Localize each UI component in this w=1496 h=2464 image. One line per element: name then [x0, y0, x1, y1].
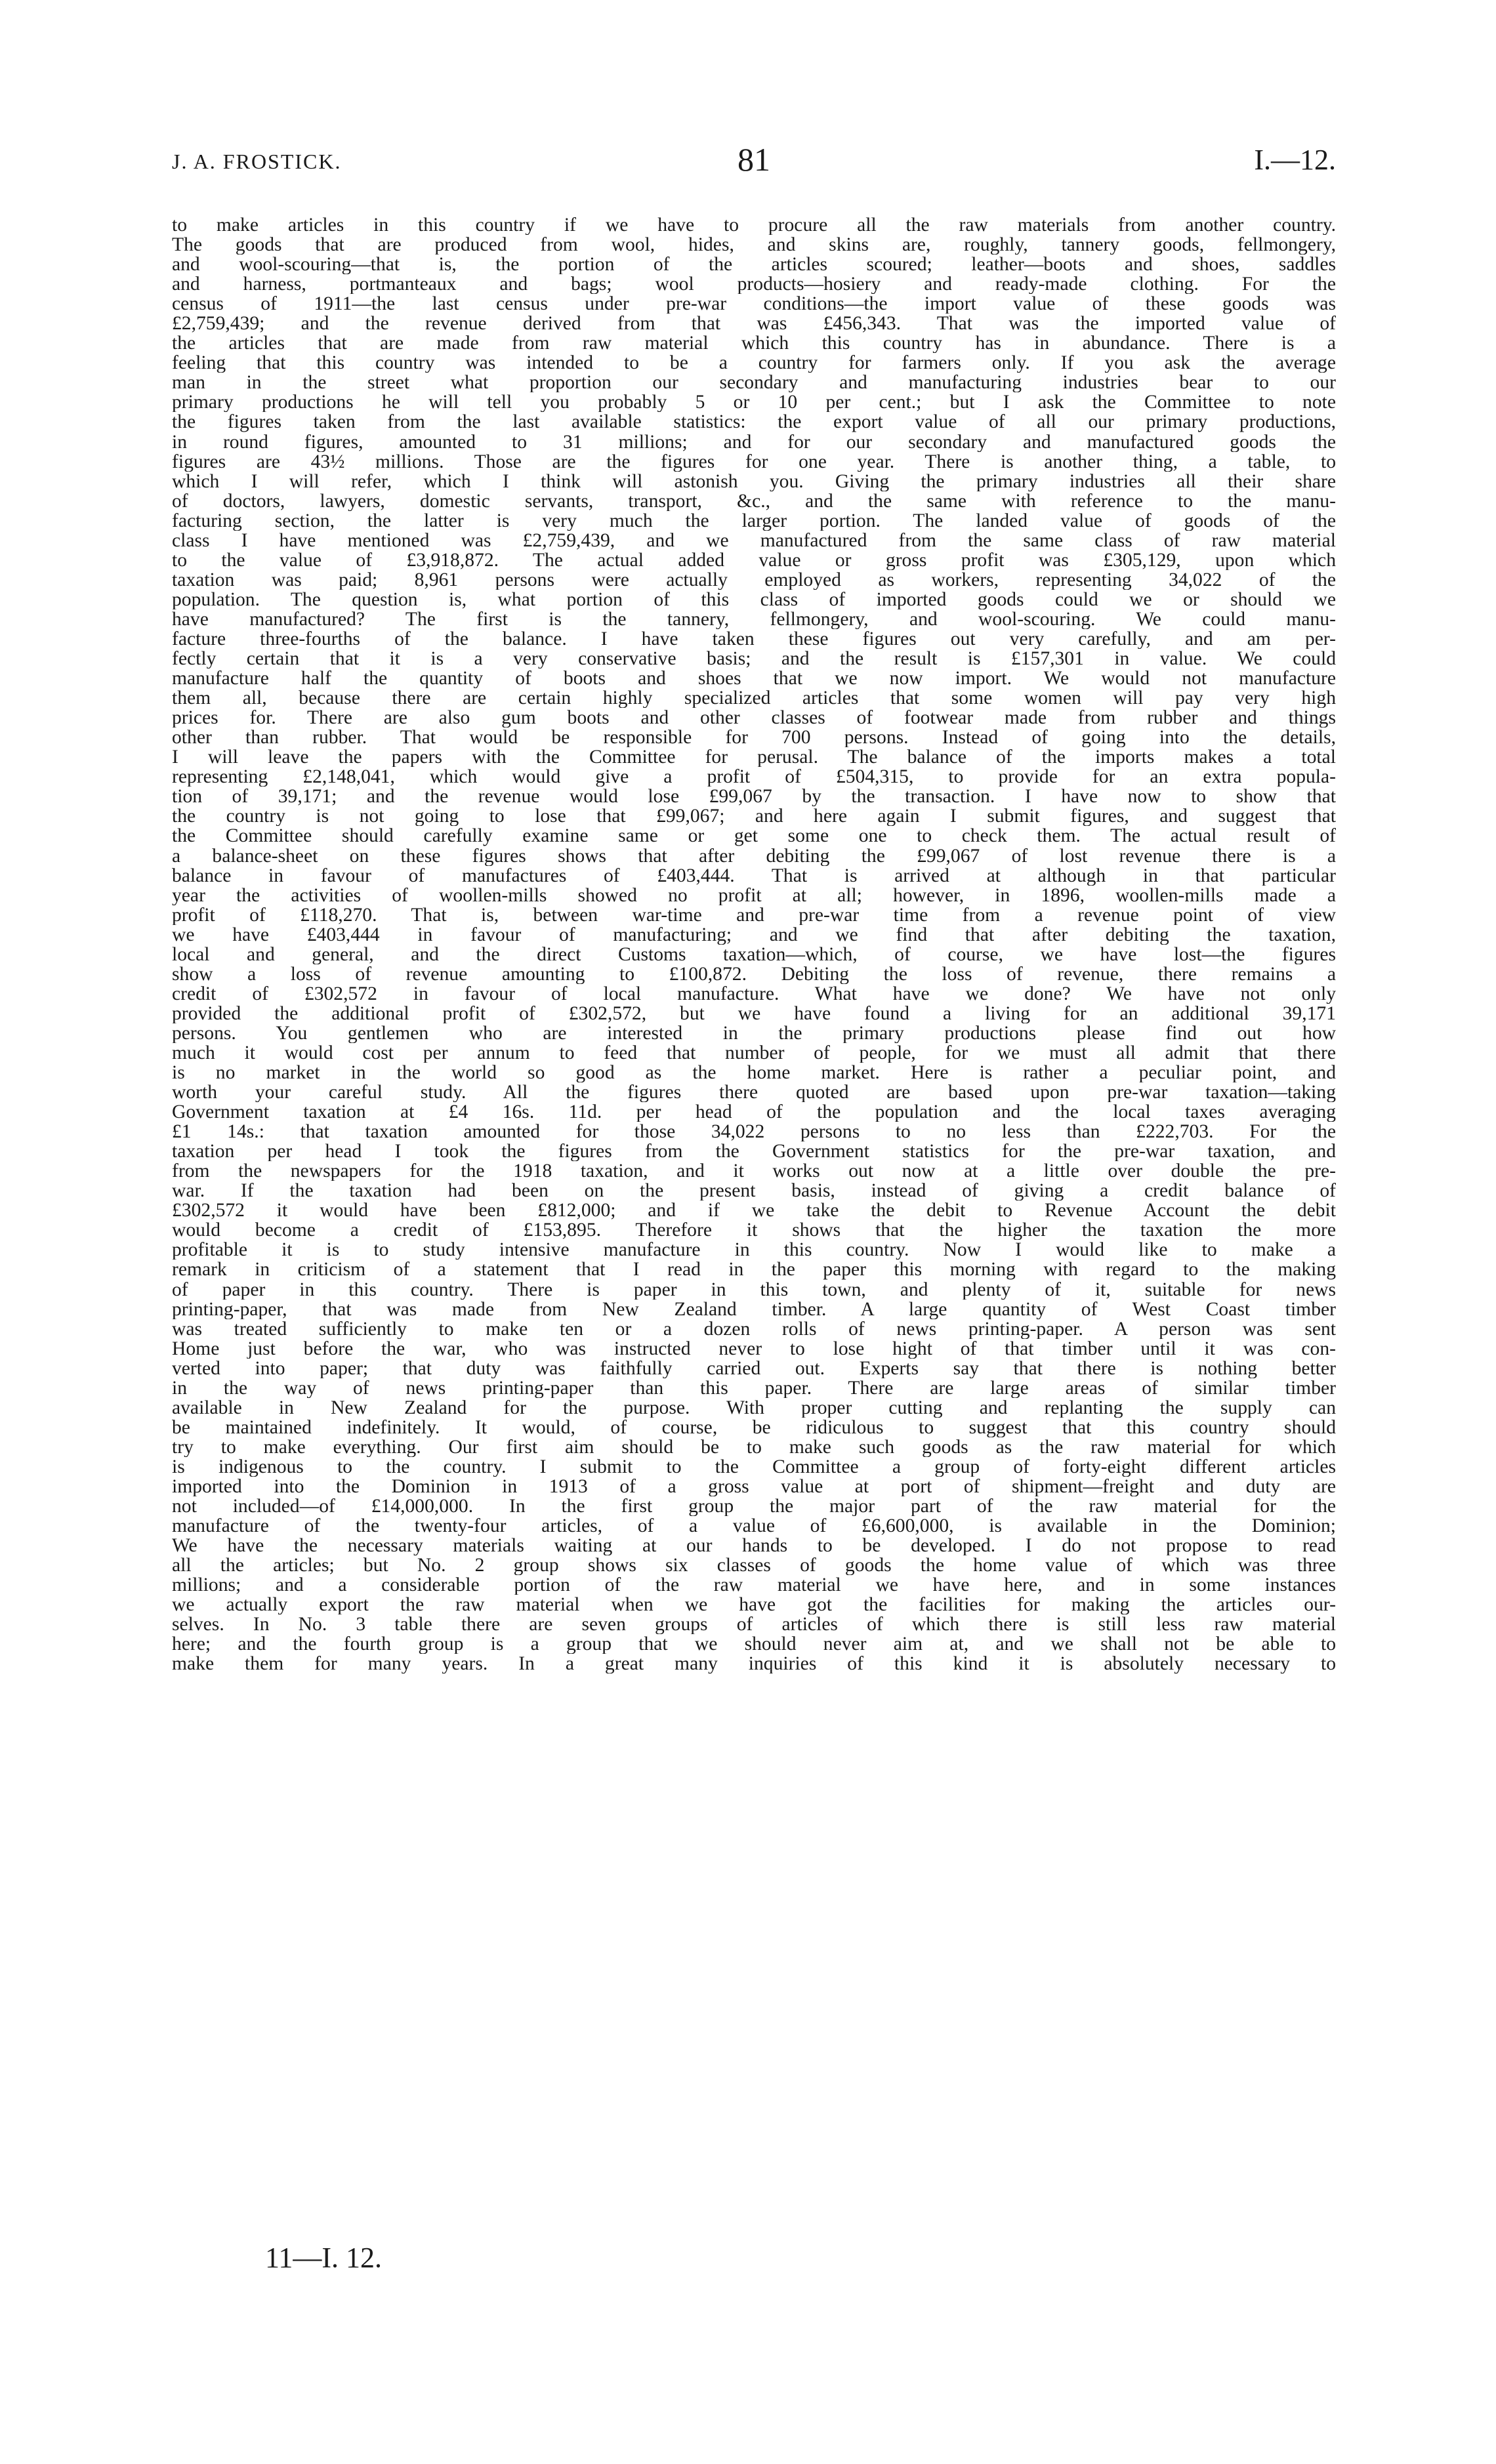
text-line: try to make everything. Our first aim should be to make such goods as the raw material for which: [172, 1437, 1336, 1457]
text-line: available in New Zealand for the purpose. With proper cutting and replanting the supply can: [172, 1397, 1336, 1418]
text-line: worth your careful study. All the figures there quoted are based upon pre-war taxation—taking: [172, 1082, 1336, 1103]
text-line: much it would cost per annum to feed that number of people, for we must all admit that there: [172, 1042, 1336, 1063]
text-line: we have £403,444 in favour of manufacturing; and we find that after debiting the taxation,: [172, 924, 1336, 945]
text-line: I will leave the papers with the Committee for perusal. The balance of the imports makes a total: [172, 747, 1336, 768]
text-line: selves. In No. 3 table there are seven groups of articles of which there is still less raw material: [172, 1614, 1336, 1635]
text-line: profitable it is to study intensive manufacture in this country. Now I would like to make a: [172, 1240, 1336, 1260]
text-line: and wool-scouring—that is, the portion of the articles scoured; leather—boots and shoes, saddles: [172, 255, 1336, 275]
text-line: from the newspapers for the 1918 taxation, and it works out now at a little over double the pre-: [172, 1161, 1336, 1181]
text-line: fectly certain that it is a very conservative basis; and the result is £157,301 in value. We could: [172, 649, 1336, 669]
text-line: we actually export the raw material when we have got the facilities for making the articles our-: [172, 1595, 1336, 1615]
text-line: facture three-fourths of the balance. I have taken these figures out very carefully, and am per-: [172, 628, 1336, 649]
text-line: imported into the Dominion in 1913 of a gross value at port of shipment—freight and duty are: [172, 1477, 1336, 1497]
text-line: to the value of £3,918,872. The actual added value or gross profit was £305,129, upon which: [172, 550, 1336, 570]
text-line: the figures taken from the last available statistics: the export value of all our primary productions,: [172, 412, 1336, 432]
text-line: would become a credit of £153,895. Therefore it shows that the higher the taxation the more: [172, 1220, 1336, 1241]
text-line: tion of 39,171; and the revenue would lose £99,067 by the transaction. I have now to show that: [172, 787, 1336, 807]
text-line: the country is not going to lose that £99,067; and here again I submit figures, and suggest that: [172, 806, 1336, 827]
text-line: the Committee should carefully examine same or get some one to check them. The actual result of: [172, 826, 1336, 846]
text-line: £302,572 it would have been £812,000; and if we take the debit to Revenue Account the debit: [172, 1201, 1336, 1221]
text-line: remark in criticism of a statement that I read in the paper this morning with regard to the making: [172, 1260, 1336, 1280]
text-line: provided the additional profit of £302,572, but we have found a living for an additional 39,171: [172, 1003, 1336, 1023]
page-number: 81: [738, 141, 770, 178]
section-number: I.—12.: [1254, 144, 1336, 176]
text-line: feeling that this country was intended to be a country for farmers only. If you ask the average: [172, 353, 1336, 373]
text-line: figures are 43½ millions. Those are the figures for one year. There is another thing, a table, to: [172, 451, 1336, 472]
text-line: be maintained indefinitely. It would, of course, be ridiculous to suggest that this country should: [172, 1417, 1336, 1437]
text-line: Government taxation at £4 16s. 11d. per head of the population and the local taxes averaging: [172, 1102, 1336, 1122]
text-line: balance in favour of manufactures of £403,444. That is arrived at although in that particular: [172, 865, 1336, 886]
text-line: in round figures, amounted to 31 millions; and for our secondary and manufactured goods the: [172, 432, 1336, 452]
text-line: here; and the fourth group is a group that we should never aim at, and we shall not be able to: [172, 1634, 1336, 1654]
text-line: not included—of £14,000,000. In the first group the major part of the raw material for the: [172, 1496, 1336, 1517]
text-line: war. If the taxation had been on the present basis, instead of giving a credit balance of: [172, 1181, 1336, 1201]
text-line: have manufactured? The first is the tannery, fellmongery, and wool-scouring. We could manu-: [172, 609, 1336, 629]
text-line: to make articles in this country if we have to procure all the raw materials from another country.: [172, 215, 1336, 236]
text-line: profit of £118,270. That is, between war-time and pre-war time from a revenue point of view: [172, 905, 1336, 925]
text-line: was treated sufficiently to make ten or a dozen rolls of news printing-paper. A person was sent: [172, 1319, 1336, 1339]
text-line: facturing section, the latter is very much the larger portion. The landed value of goods of the: [172, 510, 1336, 531]
text-line: taxation was paid; 8,961 persons were actually employed as workers, representing 34,022 of the: [172, 569, 1336, 590]
text-line: local and general, and the direct Customs taxation—which, of course, we have lost—the figures: [172, 944, 1336, 964]
text-line: We have the necessary materials waiting at our hands to be developed. I do not propose to read: [172, 1536, 1336, 1556]
text-line: The goods that are produced from wool, hides, and skins are, roughly, tannery goods, fellmongery,: [172, 235, 1336, 255]
text-line: printing-paper, that was made from New Zealand timber. A large quantity of West Coast timber: [172, 1299, 1336, 1319]
author-name: J. A. FROSTICK.: [172, 150, 342, 173]
text-line: credit of £302,572 in favour of local manufacture. What have we done? We have not only: [172, 983, 1336, 1004]
text-line: taxation per head I took the figures from the Government statistics for the pre-war taxation, and: [172, 1141, 1336, 1162]
text-line: make them for many years. In a great many inquiries of this kind it is absolutely necessary to: [172, 1654, 1336, 1674]
body-text: [172, 215, 1336, 1673]
text-line: manufacture half the quantity of boots and shoes that we now import. We would not manufacture: [172, 668, 1336, 689]
text-line: persons. You gentlemen who are interested in the primary productions please find out how: [172, 1023, 1336, 1043]
text-line: the articles that are made from raw material which this country has in abundance. There is a: [172, 333, 1336, 354]
signature-mark: 11—I. 12.: [265, 2242, 383, 2274]
text-line: is no market in the world so good as the home market. Here is rather a peculiar point, and: [172, 1063, 1336, 1083]
text-line: all the articles; but No. 2 group shows six classes of goods the home value of which was three: [172, 1555, 1336, 1576]
text-line: in the way of news printing-paper than this paper. There are large areas of similar timber: [172, 1378, 1336, 1398]
text-line: primary productions he will tell you probably 5 or 10 per cent.; but I ask the Committee to note: [172, 392, 1336, 413]
text-line: millions; and a considerable portion of the raw material we have here, and in some instances: [172, 1575, 1336, 1595]
text-line: other than rubber. That would be responsible for 700 persons. Instead of going into the details,: [172, 728, 1336, 748]
text-line: which I will refer, which I think will astonish you. Giving the primary industries all their share: [172, 471, 1336, 491]
text-line: show a loss of revenue amounting to £100,872. Debiting the loss of revenue, there remains a: [172, 964, 1336, 984]
text-line: class I have mentioned was £2,759,439, and we manufactured from the same class of raw material: [172, 530, 1336, 550]
text-line: verted into paper; that duty was faithfully carried out. Experts say that there is nothing better: [172, 1358, 1336, 1378]
text-line: a balance-sheet on these figures shows that after debiting the £99,067 of lost revenue there is a: [172, 846, 1336, 866]
text-line: them all, because there are certain highly specialized articles that some women will pay very high: [172, 688, 1336, 708]
text-line: £2,759,439; and the revenue derived from that was £456,343. That was the imported value of: [172, 314, 1336, 334]
text-line: manufacture of the twenty-four articles, of a value of £6,600,000, is available in the Dominion;: [172, 1516, 1336, 1536]
text-line: is indigenous to the country. I submit to the Committee a group of forty-eight different articles: [172, 1456, 1336, 1477]
text-line: prices for. There are also gum boots and other classes of footwear made from rubber and things: [172, 708, 1336, 728]
text-line: census of 1911—the last census under pre-war conditions—the import value of these goods was: [172, 294, 1336, 314]
text-line: £1 14s.: that taxation amounted for those 34,022 persons to no less than £222,703. For the: [172, 1122, 1336, 1142]
text-line: of doctors, lawyers, domestic servants, transport, &c., and the same with reference to the manu-: [172, 491, 1336, 511]
text-line: year the activities of woollen-mills showed no profit at all; however, in 1896, woollen-mills made a: [172, 885, 1336, 905]
text-line: and harness, portmanteaux and bags; wool products—hosiery and ready-made clothing. For the: [172, 274, 1336, 295]
running-header: [172, 140, 1336, 186]
text-line: of paper in this country. There is paper in this town, and plenty of it, suitable for news: [172, 1279, 1336, 1300]
text-line: population. The question is, what portion of this class of imported goods could we or should we: [172, 589, 1336, 609]
text-line: representing £2,148,041, which would give a profit of £504,315, to provide for an extra popula-: [172, 767, 1336, 787]
text-line: man in the street what proportion our secondary and manufacturing industries bear to our: [172, 373, 1336, 393]
text-line: Home just before the war, who was instructed never to lose hight of that timber until it was con-: [172, 1338, 1336, 1359]
